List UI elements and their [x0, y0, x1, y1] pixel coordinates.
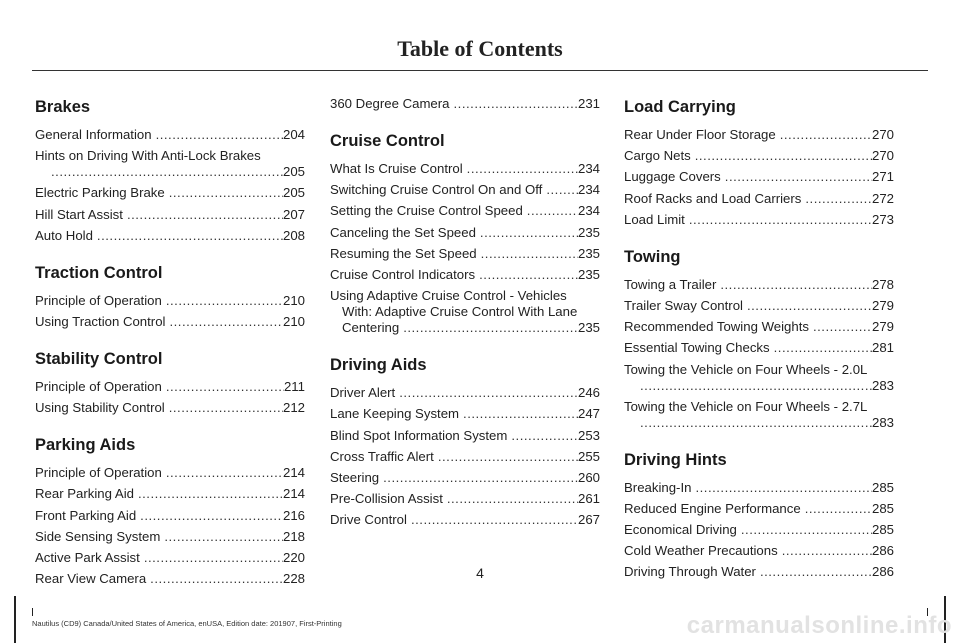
toc-entry[interactable]: [35, 379, 305, 395]
entry-page-number: 207: [282, 206, 305, 222]
entry-label: Setting the Cruise Control Speed: [330, 203, 523, 219]
entry-page-number: 285: [871, 479, 894, 495]
toc-entry[interactable]: [624, 191, 894, 207]
toc-column-3: [624, 96, 894, 598]
dot-leader: [138, 486, 283, 502]
dot-leader: [805, 501, 872, 517]
toc-entry[interactable]: [35, 185, 305, 201]
entry-label: Electric Parking Brake: [35, 185, 165, 201]
dot-leader: [481, 246, 578, 262]
dot-leader: [689, 212, 872, 228]
entry-page-number: 211: [283, 378, 305, 394]
entry-label: Cross Traffic Alert: [330, 448, 434, 464]
dot-leader: [640, 415, 872, 431]
toc-entry[interactable]: [624, 212, 894, 228]
entry-page-number: 267: [577, 512, 600, 528]
entry-label: Cruise Control Indicators: [330, 266, 476, 282]
entry-label: Drive Control: [330, 512, 407, 528]
entry-page-number: 234: [577, 203, 600, 219]
section-heading: Load Carrying: [624, 98, 736, 116]
entry-page-number: 271: [871, 169, 894, 185]
dot-leader: [467, 161, 578, 177]
entry-page-number: 272: [871, 190, 894, 206]
section-heading: Brakes: [35, 98, 91, 116]
toc-entry[interactable]: [330, 406, 600, 422]
entry-page-number: 247: [577, 406, 600, 422]
entry-label: Towing the Vehicle on Four Wheels - 2.7L: [624, 398, 868, 414]
section-heading: Towing: [624, 247, 681, 266]
toc-entry[interactable]: [624, 169, 894, 185]
entry-page-number: 278: [871, 276, 894, 292]
entry-page-number: 234: [577, 182, 600, 198]
entry-label: Hill Start Assist: [35, 206, 123, 222]
toc-entry[interactable]: [330, 203, 600, 219]
toc-entry[interactable]: [624, 340, 894, 356]
entry-label: Essential Towing Checks: [624, 340, 770, 356]
entry-page-number: 204: [282, 127, 305, 142]
entry-page-number: 235: [577, 245, 600, 261]
dot-leader: [127, 207, 283, 223]
entry-page-number: 246: [577, 385, 600, 401]
toc-entry[interactable]: [624, 543, 894, 559]
entry-page-number: 212: [282, 400, 305, 416]
toc-entry[interactable]: [35, 400, 305, 416]
entry-label: Recommended Towing Weights: [624, 319, 809, 335]
dot-leader: [403, 320, 578, 336]
entry-label: Rear Parking Aid: [35, 486, 134, 502]
crop-mark-left: [14, 596, 16, 643]
toc-section: [624, 246, 894, 431]
dot-leader: [411, 512, 578, 528]
entry-page-number: 235: [577, 224, 600, 240]
toc-entry[interactable]: [35, 550, 305, 566]
entry-label: Trailer Sway Control: [624, 297, 743, 313]
section-heading: Driving Aids: [330, 356, 427, 375]
entry-label: Luggage Covers: [624, 169, 721, 185]
dot-leader: [774, 340, 872, 356]
dot-leader: [780, 127, 872, 143]
entry-label: Principle of Operation: [35, 292, 162, 308]
page-number: 4: [476, 565, 484, 581]
entry-page-number: 255: [577, 448, 600, 464]
dot-leader: [156, 127, 283, 143]
entry-label-continued: With: Adaptive Cruise Control With Lane: [342, 304, 578, 320]
entry-label: Side Sensing System: [35, 528, 161, 544]
entry-label: Switching Cruise Control On and Off: [330, 182, 543, 198]
dot-leader: [97, 228, 283, 244]
entry-page-number: 210: [282, 313, 305, 329]
entry-page-number: 281: [871, 340, 894, 356]
entry-page-number: 205: [282, 185, 305, 201]
toc-entry[interactable]: [330, 96, 600, 112]
toc-entry[interactable]: [330, 161, 600, 177]
toc-section: [624, 449, 894, 581]
dot-leader: [725, 169, 872, 185]
toc-entry[interactable]: [35, 127, 305, 143]
entry-label: Reduced Engine Performance: [624, 500, 801, 516]
entry-label: Towing the Vehicle on Four Wheels - 2.0L: [624, 361, 868, 377]
entry-page-number: 208: [282, 227, 305, 243]
entry-label: Pre-Collision Assist: [330, 491, 443, 507]
toc-entry[interactable]: [35, 508, 305, 524]
title-divider: [32, 70, 928, 71]
toc-entry[interactable]: [330, 182, 600, 198]
toc-section: [330, 96, 600, 112]
entry-label: Load Limit: [624, 211, 685, 227]
dot-leader: [169, 400, 283, 416]
toc-entry[interactable]: [624, 362, 894, 394]
entry-label: Steering: [330, 469, 380, 485]
entry-page-number: 285: [871, 522, 894, 538]
entry-page-number: 270: [871, 127, 894, 142]
entry-label: Lane Keeping System: [330, 406, 460, 422]
entry-page-number: 279: [871, 297, 894, 313]
entry-label: 360 Degree Camera: [330, 96, 450, 111]
entry-label: Breaking-In: [624, 479, 692, 495]
dot-leader: [782, 543, 872, 559]
entry-page-number: 235: [577, 266, 600, 282]
dot-leader: [813, 319, 872, 335]
entry-page-number: 285: [871, 500, 894, 516]
toc-section: [624, 96, 894, 228]
dot-leader: [166, 379, 284, 395]
toc-column-2: [330, 96, 600, 546]
dot-leader: [166, 465, 283, 481]
entry-page-number: 283: [871, 414, 894, 430]
entry-label: Driver Alert: [330, 385, 396, 401]
dot-leader: [511, 428, 578, 444]
dot-leader: [166, 293, 283, 309]
entry-label: Front Parking Aid: [35, 507, 137, 523]
toc-section: [35, 348, 305, 416]
entry-label: Roof Racks and Load Carriers: [624, 190, 802, 206]
entry-label: Blind Spot Information System: [330, 427, 508, 443]
entry-label: Principle of Operation: [35, 465, 162, 481]
toc-entry[interactable]: [35, 314, 305, 330]
entry-label: Towing a Trailer: [624, 276, 717, 292]
dot-leader: [546, 182, 578, 198]
entry-page-number: 283: [871, 377, 894, 393]
toc-entry[interactable]: [330, 470, 600, 486]
entry-label: Hints on Driving With Anti-Lock Brakes: [35, 148, 261, 164]
edition-footer: Nautilus (CD9) Canada/United States of America, enUSA, Edition date: 201907, First-Printing: [32, 619, 342, 628]
entry-label: Rear View Camera: [35, 571, 147, 587]
dot-leader: [741, 522, 872, 538]
entry-label-continued: Centering: [342, 320, 400, 336]
dot-leader: [140, 508, 283, 524]
entry-page-number: 261: [577, 491, 600, 507]
toc-entry[interactable]: [330, 385, 600, 401]
entry-label: Cargo Nets: [624, 148, 691, 164]
toc-entry[interactable]: [330, 288, 600, 336]
toc-entry[interactable]: [624, 148, 894, 164]
entry-last-line: [624, 378, 894, 394]
watermark: carmanualsonline.info: [686, 612, 952, 639]
dot-leader: [527, 203, 578, 219]
toc-entry[interactable]: [330, 449, 600, 465]
entry-page-number: 231: [577, 96, 600, 111]
entry-page-number: 286: [871, 564, 894, 580]
entry-page-number: 260: [577, 469, 600, 485]
dot-leader: [447, 491, 578, 507]
entry-page-number: 279: [871, 319, 894, 335]
entry-label: Driving Through Water: [624, 564, 756, 580]
dot-leader: [169, 314, 283, 330]
dot-leader: [805, 191, 872, 207]
toc-entry[interactable]: [624, 501, 894, 517]
dot-leader: [640, 378, 872, 394]
dot-leader: [463, 406, 578, 422]
toc-entry[interactable]: [330, 428, 600, 444]
dot-leader: [51, 164, 283, 180]
entry-label: Rear Under Floor Storage: [624, 127, 776, 142]
entry-page-number: 286: [871, 543, 894, 559]
entry-page-number: 220: [282, 549, 305, 565]
section-heading: Traction Control: [35, 263, 163, 282]
entry-last-line: [35, 164, 305, 180]
entry-page-number: 235: [577, 320, 600, 336]
toc-entry[interactable]: [35, 529, 305, 545]
toc-section: [330, 130, 600, 336]
dot-leader: [695, 148, 872, 164]
entry-label: Canceling the Set Speed: [330, 224, 476, 240]
toc-entry[interactable]: [624, 277, 894, 293]
toc-entry[interactable]: [624, 298, 894, 314]
toc-entry[interactable]: [35, 465, 305, 481]
toc-entry[interactable]: [35, 148, 305, 180]
toc-entry[interactable]: [624, 319, 894, 335]
section-heading: Parking Aids: [35, 436, 136, 455]
dot-leader: [144, 550, 283, 566]
dot-leader: [169, 185, 283, 201]
toc-entry[interactable]: [330, 246, 600, 262]
toc-column-1: [35, 96, 305, 605]
toc-entry[interactable]: [624, 127, 894, 143]
toc-entry[interactable]: [330, 491, 600, 507]
entry-page-number: 214: [282, 486, 305, 502]
crop-mark-bottom-left: [32, 608, 33, 616]
entry-page-number: 216: [282, 507, 305, 523]
entry-page-number: 270: [871, 148, 894, 164]
dot-leader: [479, 267, 578, 283]
entry-label: What Is Cruise Control: [330, 161, 463, 176]
entry-page-number: 210: [282, 292, 305, 308]
page-title: Table of Contents: [397, 36, 563, 61]
toc-entry[interactable]: [624, 480, 894, 496]
dot-leader: [383, 470, 578, 486]
toc-section: [35, 96, 305, 244]
entry-label: Resuming the Set Speed: [330, 245, 477, 261]
entry-page-number: 234: [577, 161, 600, 176]
dot-leader: [695, 480, 872, 496]
toc-entry[interactable]: [35, 486, 305, 502]
toc-entry[interactable]: [35, 228, 305, 244]
entry-page-number: 253: [577, 427, 600, 443]
toc-section: [35, 262, 305, 330]
dot-leader: [454, 96, 578, 112]
entry-label: Principle of Operation: [35, 378, 162, 394]
section-heading: Cruise Control: [330, 132, 445, 150]
entry-label: Cold Weather Precautions: [624, 543, 778, 559]
dot-leader: [164, 529, 283, 545]
toc-entry[interactable]: [624, 399, 894, 431]
toc-entry[interactable]: [35, 293, 305, 309]
entry-page-number: 218: [282, 528, 305, 544]
entry-label: General Information: [35, 127, 152, 142]
toc-entry[interactable]: [35, 207, 305, 223]
toc-entry[interactable]: [330, 225, 600, 241]
dot-leader: [480, 225, 578, 241]
entry-label: Economical Driving: [624, 522, 737, 538]
section-heading: Stability Control: [35, 349, 163, 368]
entry-page-number: 228: [282, 571, 305, 587]
entry-page-number: 205: [282, 164, 305, 180]
entry-label: Auto Hold: [35, 227, 93, 243]
entry-label: Using Traction Control: [35, 313, 166, 329]
entry-last-line: [624, 415, 894, 431]
section-heading: Driving Hints: [624, 450, 727, 469]
dot-leader: [438, 449, 578, 465]
toc-section: [330, 354, 600, 528]
dot-leader: [720, 277, 872, 293]
toc-entry[interactable]: [330, 512, 600, 528]
toc-entry[interactable]: [330, 267, 600, 283]
entry-page-number: 214: [282, 465, 305, 481]
entry-label: Using Adaptive Cruise Control - Vehicles: [330, 288, 567, 304]
toc-entry[interactable]: [624, 522, 894, 538]
entry-last-line: [330, 320, 600, 336]
entry-label: Active Park Assist: [35, 549, 140, 565]
entry-label: Using Stability Control: [35, 400, 165, 416]
dot-leader: [399, 385, 578, 401]
dot-leader: [747, 298, 872, 314]
entry-page-number: 273: [871, 211, 894, 227]
